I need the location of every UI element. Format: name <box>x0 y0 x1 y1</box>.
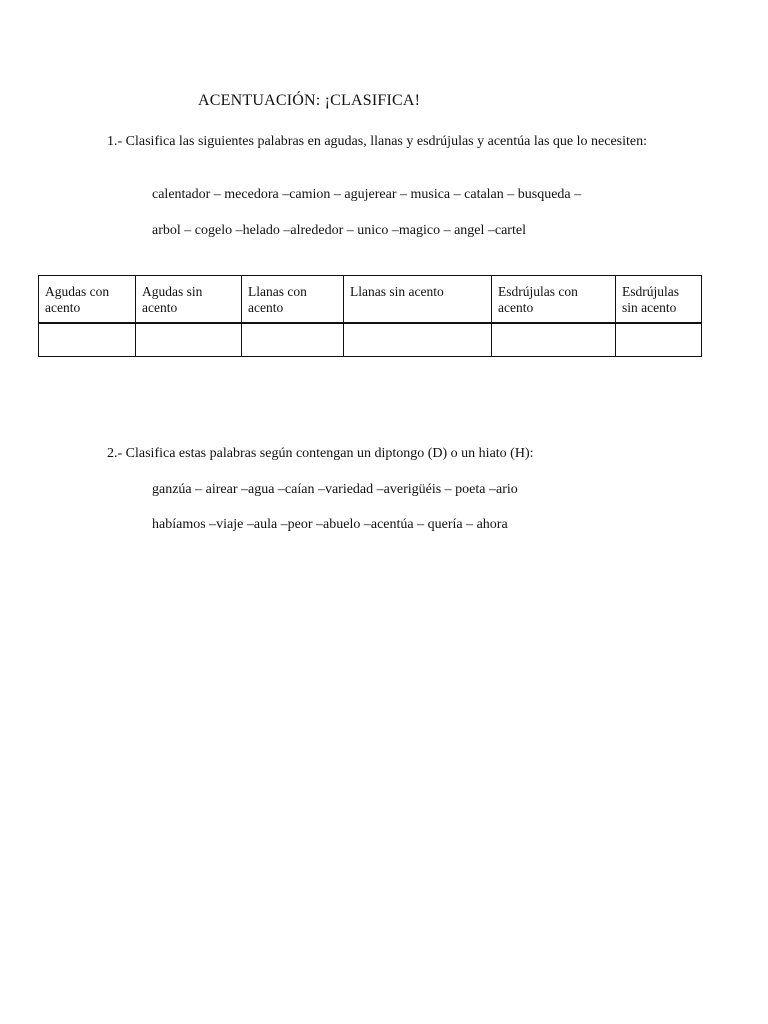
header-llanas-sin-acento: Llanas sin acento <box>344 276 492 324</box>
header-llanas-con-acento: Llanas con acento <box>242 276 344 324</box>
exercise-2-words-line-1: ganzúa – airear –agua –caían –variedad –averigüéis – poeta –ario <box>152 482 518 497</box>
table-header-row <box>39 276 702 324</box>
classification-table <box>38 275 702 357</box>
answer-cell-llanas-con-acento[interactable] <box>242 323 344 357</box>
exercise-1-words-line-2: arbol – cogelo –helado –alrededor – unico –magico – angel –cartel <box>152 223 526 238</box>
header-agudas-con-acento: Agudas con acento <box>39 276 136 324</box>
header-agudas-sin-acento: Agudas sin acento <box>136 276 242 324</box>
exercise-1-instruction: 1.- Clasifica las siguientes palabras en agudas, llanas y esdrújulas y acentúa las que lo necesiten: <box>107 134 647 149</box>
answer-cell-agudas-con-acento[interactable] <box>39 323 136 357</box>
page-title: ACENTUACIÓN: ¡CLASIFICA! <box>198 92 421 109</box>
answer-cell-llanas-sin-acento[interactable] <box>344 323 492 357</box>
header-esdrujulas-con-acento: Esdrújulas con acento <box>492 276 616 324</box>
answer-cell-esdrujulas-con-acento[interactable] <box>492 323 616 357</box>
header-esdrujulas-sin-acento: Esdrújulas sin acento <box>616 276 702 324</box>
exercise-1-words-line-1: calentador – mecedora –camion – agujerear – musica – catalan – busqueda – <box>152 187 582 202</box>
answer-cell-esdrujulas-sin-acento[interactable] <box>616 323 702 357</box>
exercise-2-words-line-2: habíamos –viaje –aula –peor –abuelo –acentúa – quería – ahora <box>152 517 508 532</box>
table-row <box>39 323 702 357</box>
answer-cell-agudas-sin-acento[interactable] <box>136 323 242 357</box>
exercise-2-instruction: 2.- Clasifica estas palabras según contengan un diptongo (D) o un hiato (H): <box>107 446 534 461</box>
